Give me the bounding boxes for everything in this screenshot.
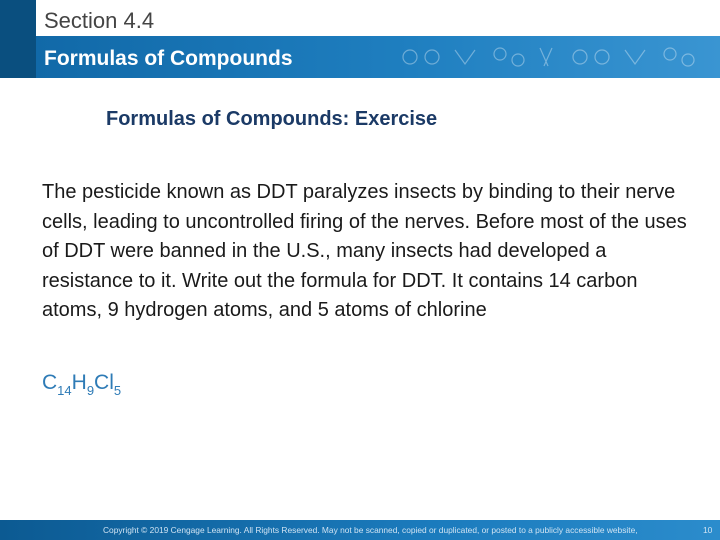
problem-text: The pesticide known as DDT paralyzes insects by binding to their nerve cells, leading to uncontrolled firing of the nerves. Before most of the uses of DDT were banned in the U.S., many insects had developed a resistance to it. Write out the formula for DDT. It contains 14 carbon atoms, 9 hydrogen atoms, and 5 atoms of chlorine <box>42 181 687 321</box>
header-pattern-decoration <box>380 36 720 78</box>
answer-formula <box>42 371 122 398</box>
chlorine-subscript: 5 <box>113 383 122 398</box>
section-title: Formulas of Compounds <box>44 47 293 70</box>
hydrogen-subscript: 9 <box>86 383 95 398</box>
element-hydrogen: H <box>71 371 87 394</box>
copyright-notice: Copyright © 2019 Cengage Learning. All Rights Reserved. May not be scanned, copied or duplicated, or posted to a publicly accessible website, <box>103 525 638 535</box>
section-number: Section 4.4 <box>44 8 155 33</box>
element-chlorine: Cl <box>94 371 114 394</box>
header-dark-block <box>0 0 36 78</box>
carbon-subscript: 14 <box>57 383 72 398</box>
exercise-heading: Formulas of Compounds: Exercise <box>106 108 438 130</box>
element-carbon: C <box>42 371 58 394</box>
page-number: 10 <box>703 525 713 535</box>
